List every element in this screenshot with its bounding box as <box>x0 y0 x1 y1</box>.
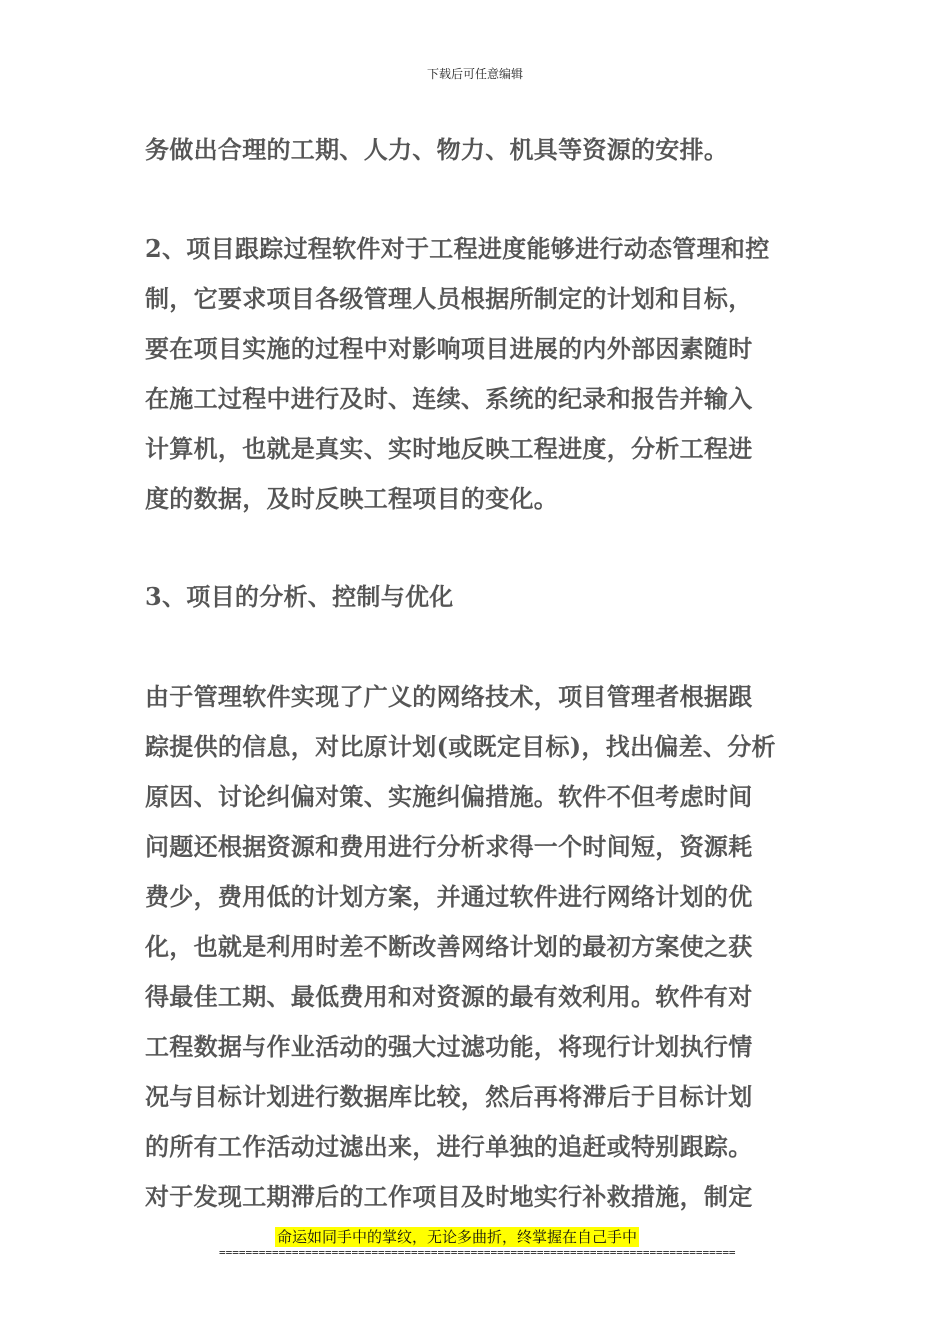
text-line: 要在项目实施的过程中对影响项目进展的内外部因素随时 <box>145 334 753 363</box>
text-line: 3、项目的分析、控制与优化 <box>145 582 454 611</box>
text-line: 原因、讨论纠偏对策、实施纠偏措施。软件不但考虑时间 <box>145 782 753 811</box>
section-heading <box>145 572 810 622</box>
text-line: 得最佳工期、最低费用和对资源的最有效利用。软件有对 <box>145 982 753 1011</box>
paragraph-1 <box>145 125 810 175</box>
text-line: 问题还根据资源和费用进行分析求得一个时间短，资源耗 <box>145 832 753 861</box>
text-line: 费少，费用低的计划方案，并通过软件进行网络计划的优 <box>145 882 753 911</box>
footer-motto: 命运如同手中的掌纹，无论多曲折，终掌握在自己手中 <box>277 1228 638 1246</box>
text-line: 况与目标计划进行数据库比较，然后再将滞后于目标计划 <box>145 1082 753 1111</box>
text-line: 度的数据，及时反映工程项目的变化。 <box>145 484 559 513</box>
text-line: 踪提供的信息，对比原计划(或既定目标)，找出偏差、分析 <box>145 732 776 761</box>
paragraph-2 <box>145 224 810 524</box>
text-line: 2、项目跟踪过程软件对于工程进度能够进行动态管理和控 <box>145 234 770 263</box>
text-line: 务做出合理的工期、人力、物力、机具等资源的安排。 <box>145 135 729 164</box>
text-line: 在施工过程中进行及时、连续、系统的纪录和报告并输入 <box>145 384 753 413</box>
footer-rule: ============================================================================== <box>219 1246 736 1259</box>
text-line: 工程数据与作业活动的强大过滤功能，将现行计划执行情 <box>145 1032 753 1061</box>
text-line: 制，它要求项目各级管理人员根据所制定的计划和目标， <box>145 284 753 313</box>
text-line: 由于管理软件实现了广义的网络技术，项目管理者根据跟 <box>145 682 753 711</box>
text-line: 的所有工作活动过滤出来，进行单独的追赶或特别跟踪。 <box>145 1132 753 1161</box>
text-line: 计算机，也就是真实、实时地反映工程进度，分析工程进 <box>145 434 753 463</box>
text-line: 化，也就是利用时差不断改善网络计划的最初方案使之获 <box>145 932 753 961</box>
paragraph-3 <box>145 672 810 1222</box>
page-header: 下载后可任意编辑 <box>426 67 523 81</box>
text-line: 对于发现工期滞后的工作项目及时地实行补救措施，制定 <box>145 1182 753 1211</box>
